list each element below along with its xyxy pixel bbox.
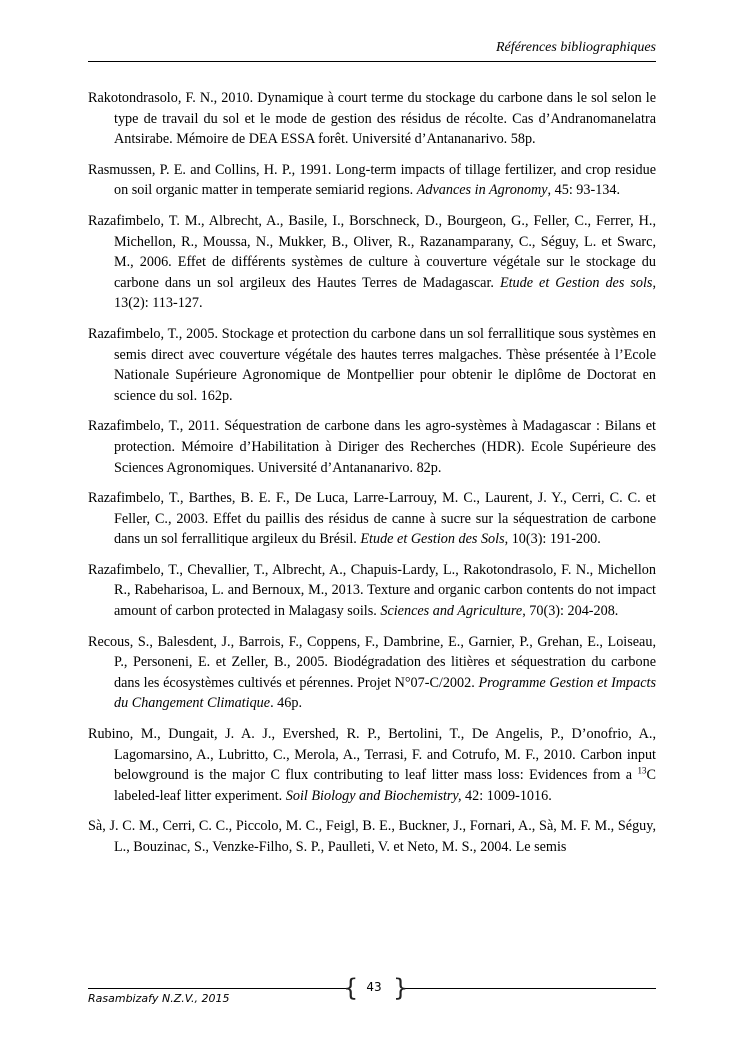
footer-rule-right [402,988,656,989]
journal-title: Soil Biology and Biochemistry, [285,787,462,804]
reference-entry [88,560,656,622]
reference-entry [88,211,656,314]
journal-title: Etude et Gestion des sols [499,274,653,291]
reference-entry [88,160,656,201]
superscript-text: 13 [637,765,647,776]
journal-title: Programme Gestion et Impacts du Changement Climatique [114,674,656,712]
reference-entry [88,416,656,478]
reference-text: Razafimbelo, T., 2005. Stockage et protection du carbone dans un sol ferrallitique sous systèmes en semis direct avec couverture végétale des hautes terres malgaches. Thèse présentée à l’Ecole Nationale Supérieure Agronomique de Montpellier pour obtenir le diplôme de Doctorat en science du sol. 162p. [88,325,656,404]
reference-text: , 45: 93-134. [547,182,621,199]
reference-text: , 70(3): 204-208. [522,603,619,620]
reference-text: , 13(2): 113-127. [114,274,656,312]
reference-text: Recous, S., Balesdent, J., Barrois, F., Coppens, F., Dambrine, E., Garnier, P., Grehan, E., Loiseau, P., Personeni, E. et Zeller, B., 2005. Biodégradation des litières et séquestration du carbone dans les écosystèmes cultivés et pérennes. Projet N°07-C/2002. [88,633,656,691]
reference-text: Rakotondrasolo, F. N., 2010. Dynamique à court terme du stockage du carbone dans le sol selon le type de travail du sol et le mode de gestion des résidus de récolte. Cas d’Andranomanelatra Antsirabe. Mémoire de DEA ESSA forêt. Université d’Antananarivo. 58p. [88,90,656,148]
footer-rule-left [88,988,346,989]
reference-text: 42: 1009-1016. [461,787,552,804]
reference-text: . 46p. [270,695,302,712]
reference-entry [88,88,656,150]
reference-text: , 10(3): 191-200. [504,531,601,548]
reference-list [88,88,656,868]
reference-entry [88,324,656,406]
reference-text: Razafimbelo, T., Chevallier, T., Albrecht, A., Chapuis-Lardy, L., Rakotondrasolo, F. N., Michellon R., Rabeharisoa, L. and Bernoux, M., 2013. Texture and organic carbon contents do not impact amount of carbon protected in Malagasy soils. [88,561,656,620]
reference-text: Razafimbelo, T., Barthes, B. E. F., De Luca, Larre-Larrouy, M. C., Laurent, J. Y., Cerri, C. C. et Feller, C., 2003. Effet du paillis des résidus de canne à sucre sur la séquestration de carbone dans un sol ferrallitique argileux du Brésil. [88,490,656,548]
reference-entry [88,816,656,857]
page-number-left-brace: { [343,974,359,1002]
page-number-right-brace: } [393,974,409,1002]
reference-text: Rubino, M., Dungait, J. A. J., Evershed, R. P., Bertolini, T., De Angelis, P., D’onofrio, A., Lagomarsino, A., Lubritto, C., Merola, A., Terrasi, F. and Cotrufo, M. F., 2010. Carbon input belowground is the major C flux contributing to leaf litter mass loss: Evidences from a [88,726,656,784]
running-header-title: Références bibliographiques [495,40,656,55]
journal-title: Etude et Gestion des Sols [360,531,505,548]
reference-entry [88,488,656,550]
header-rule [88,61,656,62]
reference-entry [88,724,656,806]
reference-text: Razafimbelo, T., 2011. Séquestration de carbone dans les agro-systèmes à Madagascar : Bilans et protection. Mémoire d’Habilitation à Diriger des Recherches (HDR). Ecole Supérieure des Sciences Agronomiques. Université d’Antananarivo. 82p. [88,418,656,476]
reference-text: Razafimbelo, T. M., Albrecht, A., Basile, I., Borschneck, D., Bourgeon, G., Feller, C., Ferrer, H., Michellon, R., Moussa, N., Mukker, B., Oliver, R., Razanamparany, C., Séguy, L. et Swarc, M., 2006. Effet de différents systèmes de culture à couverture végétale sur le stockage du carbone dans un sol argileux des Hautes Terres de Madagascar. [88,212,656,291]
reference-entry [88,632,656,714]
reference-text: Sà, J. C. M., Cerri, C. C., Piccolo, M. C., Feigl, B. E., Buckner, J., Fornari, A., Sà, M. F. M., Séguy, L., Bouzinac, S., Venzke-Filho, S. P., Paulleti, V. et Neto, M. S., 2004. Le semis [88,818,656,855]
journal-title: Advances in Agronomy [416,182,548,199]
page-number: 43 [366,980,382,994]
footer-author: Rasambizafy N.Z.V., 2015 [88,992,230,1005]
reference-text: Rasmussen, P. E. and Collins, H. P., 1991. Long-term impacts of tillage fertilizer, and crop residue on soil organic matter in temperate semiarid regions. [88,161,656,199]
reference-text: C labeled-leaf litter experiment. [114,767,656,804]
journal-title: Sciences and Agriculture [380,603,523,620]
